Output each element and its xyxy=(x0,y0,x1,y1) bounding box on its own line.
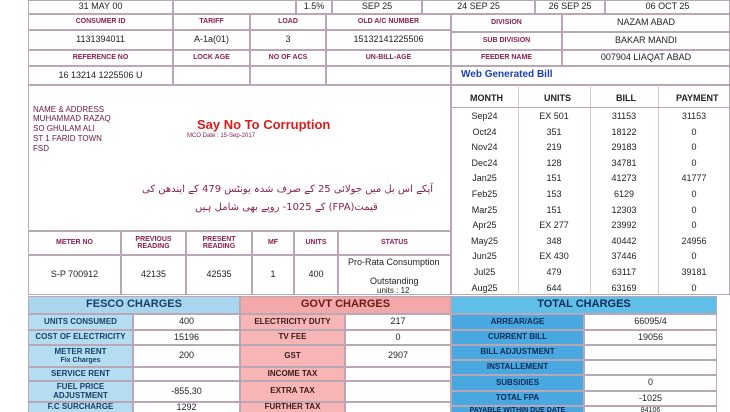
no-of-acs-label: NO OF ACS xyxy=(250,50,326,66)
history-payment: 0 xyxy=(691,189,697,199)
bill-adjustment-value xyxy=(584,345,717,360)
status-units: units : 12 xyxy=(377,286,410,295)
history-bill: 29183 xyxy=(611,142,637,153)
due-date: 06 OCT 25 xyxy=(605,0,730,14)
history-payment: 0 xyxy=(691,282,697,293)
fpa-notice-line-2: قیمت(FPA) کے 1025- روپے بھی شامل ہیں xyxy=(195,202,378,213)
customer-father: SO GHULAM ALI xyxy=(33,124,95,133)
present-reading-label: PRESENT READING xyxy=(186,231,252,255)
current-bill-label: CURRENT BILL xyxy=(451,330,584,345)
units-label: UNITS xyxy=(294,231,338,255)
meter-no-label: METER NO xyxy=(28,231,121,255)
reference-no-label: REFERENCE NO xyxy=(28,50,173,66)
electricity-duty-label: ELECTRICITY DUTY xyxy=(240,314,345,330)
issue-date-2: 26 SEP 25 xyxy=(535,0,605,14)
total-fpa-label: TOTAL FPA xyxy=(451,391,584,406)
sub-division-value: BAKAR MANDI xyxy=(562,32,730,50)
meter-rent-cell xyxy=(28,345,133,367)
payable-within-due-date-label: PAYABLE WITHIN DUE DATE xyxy=(451,406,584,412)
history-month: Dec24 xyxy=(471,157,498,168)
history-units: 128 xyxy=(546,157,562,168)
current-bill-value: 19056 xyxy=(584,330,717,345)
address-city: FSD xyxy=(33,144,49,153)
history-units: 151 xyxy=(546,173,562,184)
history-payment: 0 xyxy=(691,126,697,137)
history-row xyxy=(451,108,730,124)
address-line: ST 1 FARID TOWN xyxy=(33,134,102,143)
history-payment: 24956 xyxy=(681,235,707,246)
history-month: May25 xyxy=(470,235,498,246)
history-month: Oct24 xyxy=(472,126,497,137)
further-tax-label: FURTHER TAX xyxy=(240,402,345,412)
history-row xyxy=(451,124,730,140)
history-units: 153 xyxy=(546,189,562,199)
history-units: 348 xyxy=(546,235,562,246)
consumer-id: 1131394011 xyxy=(28,30,173,50)
gst-label: GST xyxy=(240,345,345,367)
history-bill: 37446 xyxy=(611,251,637,262)
extra-tax-label: EXTRA TAX xyxy=(240,381,345,402)
units-consumed-value: 400 xyxy=(133,314,240,330)
history-bill: 12303 xyxy=(611,204,637,215)
history-payment: 0 xyxy=(691,220,697,231)
fc-surcharge-value: 1292 xyxy=(133,402,240,412)
meter-rent-value: 200 xyxy=(133,345,240,367)
tariff-label: TARIFF xyxy=(173,14,250,30)
history-bill: 6129 xyxy=(613,189,635,199)
history-units: 151 xyxy=(546,204,562,215)
history-bill: 63169 xyxy=(611,282,637,293)
tv-fee-label: TV FEE xyxy=(240,330,345,345)
history-row xyxy=(451,139,730,155)
present-reading: 42535 xyxy=(186,255,252,295)
history-month: Apr25 xyxy=(472,220,497,231)
history-row xyxy=(451,280,730,296)
bill-adjustment-label: BILL ADJUSTMENT xyxy=(451,345,584,360)
tariff: A-1a(01) xyxy=(173,30,250,50)
history-row xyxy=(451,217,730,233)
old-ac-number: 15132141225506 xyxy=(326,30,451,50)
status-prorata: Pro-Rata Consumption xyxy=(348,257,440,267)
lock-age xyxy=(173,66,250,85)
fuel-price-adjustment-value: -855.30 xyxy=(133,381,240,402)
history-row xyxy=(451,248,730,264)
cost-of-electricity-label: COST OF ELECTRICITY xyxy=(28,330,133,345)
history-bill: 63117 xyxy=(611,267,637,277)
history-row xyxy=(451,170,730,186)
arrear-label: ARREAR/AGE xyxy=(451,314,584,330)
electricity-duty-value: 217 xyxy=(345,314,451,330)
load: 3 xyxy=(250,30,326,50)
mco-date: MCO Date : 15-Sep-2017 xyxy=(187,133,256,139)
history-payment: 41777 xyxy=(681,173,707,184)
history-units: EX 430 xyxy=(539,251,569,262)
previous-reading-label: PREVIOUS READING xyxy=(121,231,186,255)
history-units: 219 xyxy=(546,142,562,153)
un-bill-age-label: UN-BILL-AGE xyxy=(326,50,451,66)
history-bill: 34781 xyxy=(611,157,637,168)
web-generated-label: Web Generated Bill xyxy=(451,66,730,85)
un-bill-age xyxy=(326,66,451,85)
installment-value xyxy=(584,360,717,375)
history-units: 644 xyxy=(546,282,562,293)
history-month: Jan25 xyxy=(472,173,497,184)
history-payment: 0 xyxy=(691,157,697,168)
history-bill: 31153 xyxy=(611,111,637,121)
cost-of-electricity-value: 15196 xyxy=(133,330,240,345)
bill-month: SEP 25 xyxy=(332,0,422,14)
gst-value: 2907 xyxy=(345,345,451,367)
history-bill: 40442 xyxy=(611,235,637,246)
history-month: Nov24 xyxy=(471,142,498,153)
fesco-charges-title: FESCO CHARGES xyxy=(28,296,240,314)
reference-no: 16 13214 1225506 U xyxy=(28,66,173,85)
sub-division-label: SUB DIVISION xyxy=(451,32,562,50)
division-value: NAZAM ABAD xyxy=(562,14,730,32)
feeder-value: 007904 LIAQAT ABAD xyxy=(562,50,730,66)
fix-charges-label: Fix Charges xyxy=(60,356,101,364)
history-month: Aug25 xyxy=(471,282,498,293)
history-month: Jul25 xyxy=(473,267,496,277)
history-month: Feb25 xyxy=(471,189,498,199)
payable-within-due-date-value: 84106 xyxy=(584,406,717,412)
feeder-label: FEEDER NAME xyxy=(451,50,562,66)
total-fpa-value: -1025 xyxy=(584,391,717,406)
history-row xyxy=(451,186,730,202)
history-payment: 0 xyxy=(691,204,697,215)
multiplying-factor: 1 xyxy=(252,255,294,295)
installment-label: INSTALLEMENT xyxy=(451,360,584,375)
history-payment: 0 xyxy=(691,142,697,153)
history-units-label: UNITS xyxy=(544,93,571,103)
income-tax-label: INCOME TAX xyxy=(240,367,345,381)
fuel-price-adjustment-label: FUEL PRICE ADJUSTMENT xyxy=(28,381,133,402)
history-payment-label: PAYMENT xyxy=(676,93,719,103)
history-units: 351 xyxy=(546,126,562,137)
history-month: Sep24 xyxy=(471,111,498,121)
subsidies-label: SUBSIDIES xyxy=(451,375,584,391)
history-bill: 18122 xyxy=(611,126,637,137)
lock-age-label: LOCK AGE xyxy=(173,50,250,66)
meter-rent-label: METER RENT xyxy=(54,347,107,357)
units-consumed-label: UNITS CONSUMED xyxy=(28,314,133,330)
govt-charges-title: GOVT CHARGES xyxy=(240,296,451,314)
tv-fee-value: 0 xyxy=(345,330,451,345)
division-label: DIVISION xyxy=(451,14,562,32)
corruption-slogan: Say No To Corruption xyxy=(197,117,331,132)
status-label: STATUS xyxy=(338,231,451,255)
history-payment: 39181 xyxy=(681,267,707,277)
history-bill: 23992 xyxy=(611,220,637,231)
issue-date: 31 MAY 00 xyxy=(28,0,173,14)
history-units: EX 277 xyxy=(539,220,569,231)
units-value: 400 xyxy=(294,255,338,295)
history-row xyxy=(451,155,730,171)
fc-surcharge-label: F.C SURCHARGE xyxy=(28,402,133,412)
history-bill-label: BILL xyxy=(616,93,636,103)
history-units: 479 xyxy=(546,267,562,277)
history-row xyxy=(451,264,730,280)
history-row xyxy=(451,202,730,218)
total-charges-title: TOTAL CHARGES xyxy=(451,296,717,314)
load-label: LOAD xyxy=(250,14,326,30)
previous-reading: 42135 xyxy=(121,255,186,295)
service-rent-label: SERVICE RENT xyxy=(28,367,133,381)
customer-name: MUHAMMAD RAZAQ xyxy=(33,114,111,123)
top-cell-blank xyxy=(173,0,296,14)
top-cell-rate: 1.5% xyxy=(296,0,332,14)
old-ac-label: OLD A/C NUMBER xyxy=(326,14,451,30)
address-label: NAME & ADDRESS xyxy=(33,105,105,114)
meter-no: S-P 700912 xyxy=(28,255,121,295)
status-outstanding: Outstanding xyxy=(370,276,419,286)
further-tax-value xyxy=(345,402,451,412)
history-row xyxy=(451,233,730,249)
history-bill: 41273 xyxy=(611,173,637,184)
history-month: Mar25 xyxy=(471,204,498,215)
arrear-value: 66095/4 xyxy=(584,314,717,330)
no-of-acs xyxy=(250,66,326,85)
income-tax-value xyxy=(345,367,451,381)
mf-label: MF xyxy=(252,231,294,255)
history-payment: 31153 xyxy=(681,111,707,121)
fpa-notice-line-1: آپکے اس بل میں جولائی 25 کے صرف شدہ یونٹس 479 کے ایندھن کی xyxy=(142,184,434,195)
reading-date: 24 SEP 25 xyxy=(422,0,535,14)
history-month: Jun25 xyxy=(472,251,497,262)
consumer-id-label: CONSUMER ID xyxy=(28,14,173,30)
history-units: EX 501 xyxy=(539,111,569,121)
service-rent-value xyxy=(133,367,240,381)
extra-tax-value xyxy=(345,381,451,402)
history-month-label: MONTH xyxy=(470,93,503,103)
history-payment: 0 xyxy=(691,251,697,262)
subsidies-value: 0 xyxy=(584,375,717,391)
